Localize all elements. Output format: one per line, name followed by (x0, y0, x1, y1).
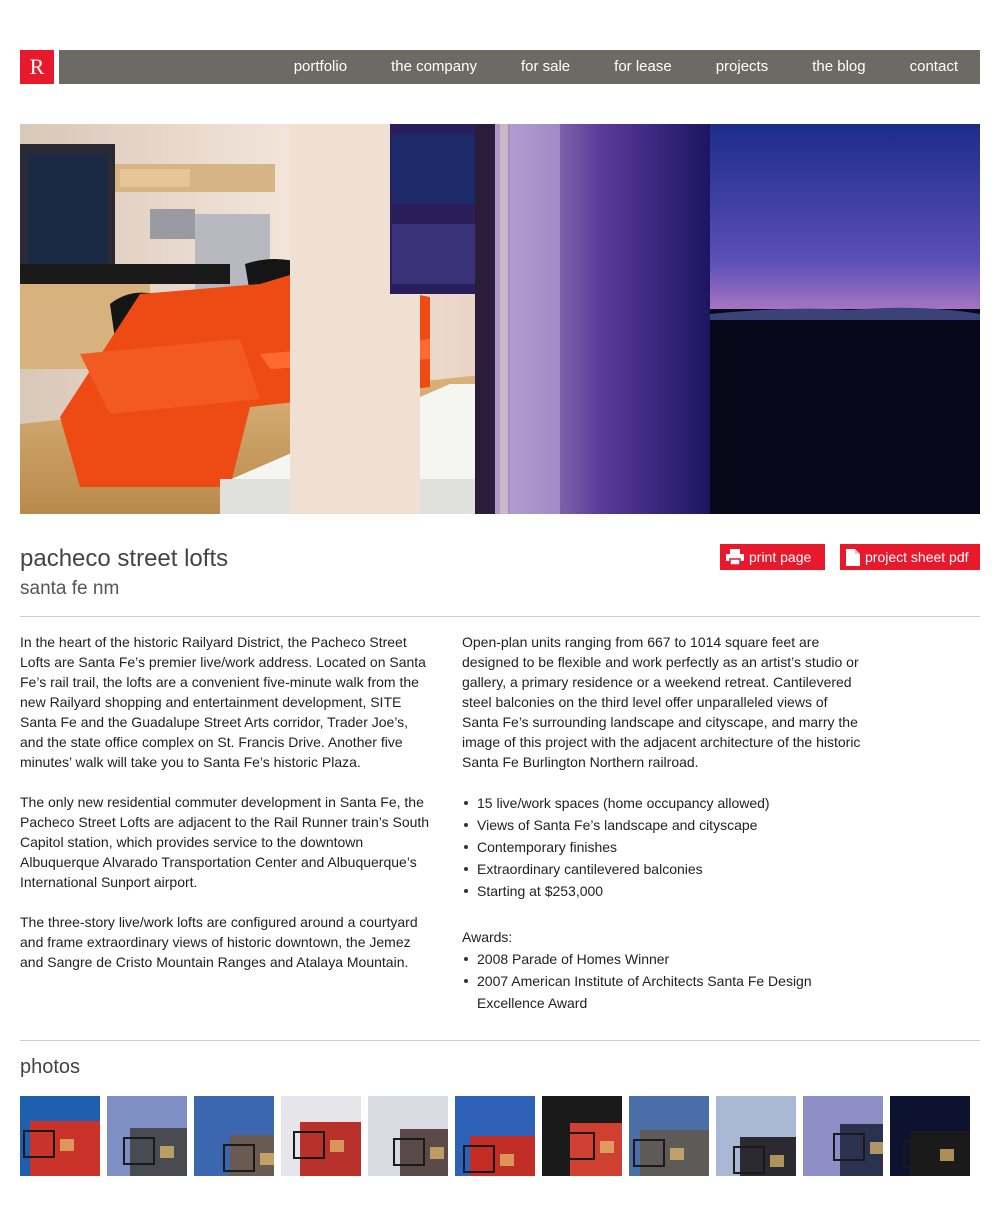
photo-gallery (20, 1096, 977, 1176)
photo-thumbnail[interactable] (20, 1096, 100, 1176)
award-item: 2008 Parade of Homes Winner (462, 948, 867, 970)
photo-thumbnail-image (803, 1096, 883, 1176)
feature-item: Contemporary finishes (462, 836, 867, 858)
photo-thumbnail-image (368, 1096, 448, 1176)
photo-thumbnail[interactable] (890, 1096, 970, 1176)
photo-thumbnail-image (455, 1096, 535, 1176)
hero-interior-illustration (20, 124, 980, 514)
nav-item-portfolio[interactable]: portfolio (293, 58, 348, 75)
description-paragraph: In the heart of the historic Railyard District, the Pacheco Street Lofts are Santa Fe’s premier live/work address. Located on Santa Fe’s rail trail, the lofts are a convenient five-minute walk from the new Railyard shopping and entertainment development, SITE Santa Fe and the Guadalupe Street Arts corridor, Trader Joe’s, and the state office complex on St. Francis Drive. Another five minutes’ walk will take you to Santa Fe’s historic Plaza. (20, 634, 426, 770)
nav-item-contact[interactable]: contact (909, 58, 958, 75)
site-logo[interactable] (20, 50, 54, 84)
photo-thumbnail[interactable] (542, 1096, 622, 1176)
photos-heading: photos (20, 1056, 81, 1078)
description-paragraph: The only new residential commuter development in Santa Fe, the Pacheco Street Lofts are adjacent to the Rail Runner train’s South Capitol station, which provides service to the downtown Albuquerque Alvarado Transportation Center and Albuquerque’s International Sunport airport. (20, 794, 430, 890)
photo-thumbnail-image (542, 1096, 622, 1176)
features-list (462, 792, 867, 902)
hero-image (20, 124, 980, 514)
photo-thumbnail-image (716, 1096, 796, 1176)
photo-thumbnail[interactable] (803, 1096, 883, 1176)
description-paragraph: Open-plan units ranging from 667 to 1014 square feet are designed to be flexible and work perfectly as an artist’s studio or gallery, a primary residence or a weekend retreat. Cantilevered steel balconies on the third level offer unparalleled views of Santa Fe’s surrounding landscape and cityscape, and marry the image of this project with the adjacent architecture of the historic Santa Fe Burlington Northern railroad. (462, 634, 861, 770)
nav-item-the-blog[interactable]: the blog (812, 58, 866, 75)
logo-letter: R (29, 54, 45, 79)
print-page-label: print page (749, 549, 812, 565)
photo-thumbnail-image (629, 1096, 709, 1176)
photo-thumbnail-image (20, 1096, 100, 1176)
photo-thumbnail[interactable] (194, 1096, 274, 1176)
awards-list (462, 948, 867, 1014)
award-item: 2007 American Institute of Architects Santa Fe Design Excellence Award (462, 970, 867, 1014)
photo-thumbnail-image (107, 1096, 187, 1176)
nav-item-the-company[interactable]: the company (391, 58, 477, 75)
nav-item-for-sale[interactable]: for sale (520, 58, 571, 75)
photo-thumbnail[interactable] (629, 1096, 709, 1176)
photo-thumbnail[interactable] (455, 1096, 535, 1176)
photo-thumbnail-image (890, 1096, 970, 1176)
project-sheet-pdf-button[interactable] (840, 544, 980, 570)
page-title: pacheco street lofts (20, 545, 229, 572)
project-sheet-pdf-label: project sheet pdf (865, 549, 969, 565)
description-right-column (462, 632, 867, 1038)
nav-item-projects[interactable]: projects (715, 58, 769, 75)
document-icon (846, 549, 860, 566)
description-left-column (20, 632, 430, 992)
divider (20, 1040, 980, 1041)
print-page-button[interactable] (720, 544, 825, 570)
project-location: santa fe nm (20, 578, 120, 599)
main-navigation (59, 50, 980, 84)
awards-label: Awards: (462, 929, 513, 945)
photo-thumbnail-image (194, 1096, 274, 1176)
nav-item-for-lease[interactable]: for lease (614, 58, 672, 75)
photo-thumbnail[interactable] (107, 1096, 187, 1176)
divider (20, 616, 980, 617)
feature-item: Extraordinary cantilevered balconies (462, 858, 867, 880)
feature-item: Views of Santa Fe’s landscape and cityscape (462, 814, 867, 836)
feature-item: Starting at $253,000 (462, 880, 867, 902)
photo-thumbnail[interactable] (716, 1096, 796, 1176)
feature-item: 15 live/work spaces (home occupancy allowed) (462, 792, 867, 814)
photo-thumbnail-image (281, 1096, 361, 1176)
photo-thumbnail[interactable] (368, 1096, 448, 1176)
description-paragraph: The three-story live/work lofts are configured around a courtyard and frame extraordinary views of historic downtown, the Jemez and Sangre de Cristo Mountain Ranges and Atalaya Mountain. (20, 914, 418, 970)
printer-icon (726, 549, 744, 565)
photo-thumbnail[interactable] (281, 1096, 361, 1176)
